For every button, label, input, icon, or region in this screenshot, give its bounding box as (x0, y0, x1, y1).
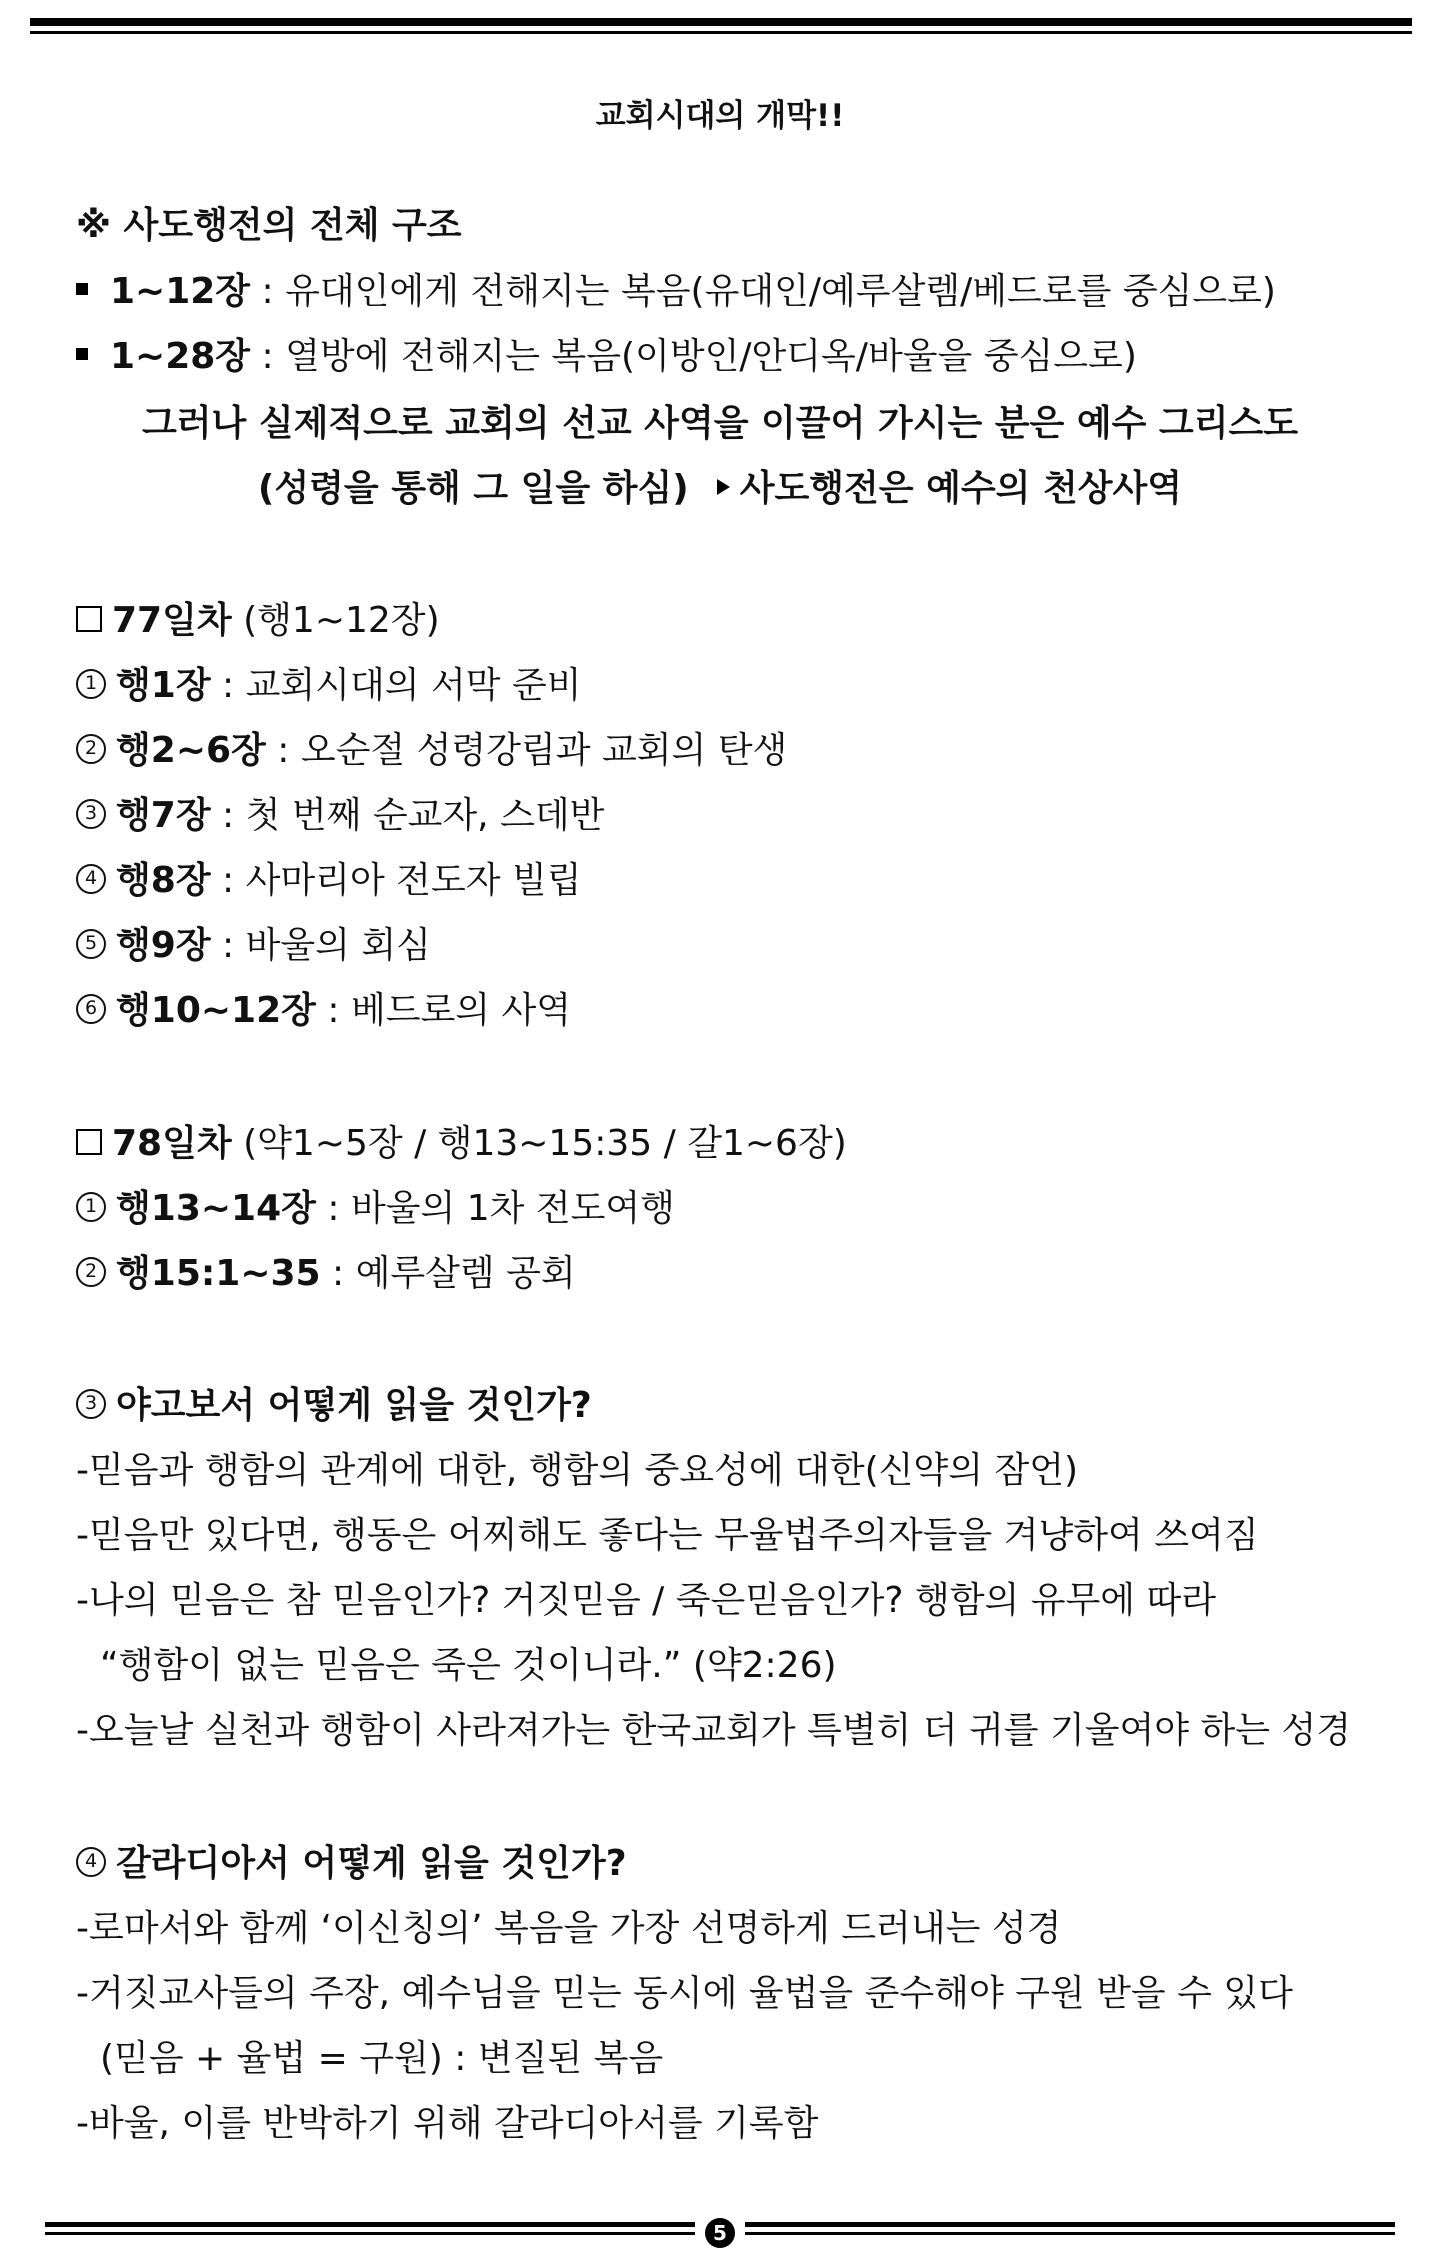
footer-rule-left-thin (45, 2232, 695, 2235)
list-item (76, 662, 582, 710)
james-line: -믿음만 있다면, 행동은 어찌해도 좋다는 무율법주의자들을 겨냥하여 쓰여짐 (76, 1515, 1259, 1556)
james-line: -믿음과 행함의 관계에 대한, 행함의 중요성에 대한(신약의 잠언) (76, 1450, 1079, 1491)
structure-item-label: 1~12장 (110, 271, 251, 312)
day78-label: 78일차 (112, 1123, 232, 1164)
top-rule-thin (30, 31, 1412, 34)
structure-item (76, 268, 1276, 316)
item-text: : 교회시대의 서막 준비 (210, 665, 582, 706)
emphasis-line-2b: 사도행전은 예수의 천상사역 (739, 468, 1183, 509)
galatians-formula: (믿음 + 율법 = 구원) : 변질된 복음 (100, 2038, 664, 2079)
day77-label: 77일차 (112, 600, 232, 641)
james-line: -나의 믿음은 참 믿음인가? 거짓믿음 / 죽은믿음인가? 행함의 유무에 따라 (76, 1580, 1217, 1621)
list-item (76, 1185, 675, 1233)
list-item (76, 987, 571, 1035)
james-line: -오늘날 실천과 행함이 사라져가는 한국교회가 특별히 더 귀를 기울여야 하는 성경 (76, 1710, 1352, 1751)
structure-item-text: : 열방에 전해지는 복음(이방인/안디옥/바울을 중심으로) (250, 336, 1137, 377)
item-text: : 베드로의 사역 (315, 990, 572, 1031)
james-heading (76, 1382, 592, 1430)
checkbox-square-icon (76, 1129, 102, 1155)
item-label: 행8장 (116, 860, 211, 901)
structure-item (76, 333, 1137, 381)
footer-rule-left (45, 2222, 695, 2227)
item-label: 행10~12장 (116, 990, 316, 1031)
item-label: 행13~14장 (116, 1188, 316, 1229)
triangle-right-icon (717, 479, 730, 495)
footer-rule-right (745, 2222, 1395, 2227)
circled-number-icon: 4 (76, 1847, 106, 1877)
list-item (76, 1250, 576, 1298)
list-item (76, 922, 431, 970)
galatians-heading-text: 갈라디아서 어떻게 읽을 것인가? (116, 1843, 627, 1884)
square-bullet-icon (76, 283, 88, 295)
circled-number-icon: 4 (76, 864, 106, 894)
list-item (76, 727, 787, 775)
james-heading-text: 야고보서 어떻게 읽을 것인가? (116, 1385, 592, 1426)
item-text: : 바울의 1차 전도여행 (315, 1188, 675, 1229)
square-bullet-icon (76, 348, 88, 360)
circled-number-icon: 1 (76, 1192, 106, 1222)
emphasis-line-2 (0, 465, 1440, 513)
item-text: : 첫 번째 순교자, 스데반 (210, 795, 605, 836)
list-item (76, 792, 604, 840)
structure-item-label: 1~28장 (110, 336, 251, 377)
item-label: 행7장 (116, 795, 211, 836)
emphasis-line-1: 그러나 실제적으로 교회의 선교 사역을 이끌어 가시는 분은 예수 그리스도 (141, 403, 1299, 444)
item-text: : 예루살렘 공회 (320, 1253, 576, 1294)
page-footer (0, 2218, 1440, 2246)
galatians-line: -로마서와 함께 ‘이신칭의’ 복음을 가장 선명하게 드러내는 성경 (76, 1908, 1062, 1949)
galatians-line: -바울, 이를 반박하기 위해 갈라디아서를 기록함 (76, 2103, 819, 2144)
day77-heading (76, 597, 440, 645)
checkbox-square-icon (76, 606, 102, 632)
item-text: : 사마리아 전도자 빌립 (210, 860, 582, 901)
circled-number-icon: 2 (76, 1257, 106, 1287)
item-text: : 바울의 회심 (210, 925, 431, 966)
circled-number-icon: 1 (76, 669, 106, 699)
circled-number-icon: 3 (76, 799, 106, 829)
circled-number-icon: 2 (76, 734, 106, 764)
circled-number-icon: 5 (76, 929, 106, 959)
day78-heading (76, 1120, 847, 1168)
structure-item-text: : 유대인에게 전해지는 복음(유대인/예루살렘/베드로를 중심으로) (250, 271, 1276, 312)
footer-rule-right-thin (745, 2232, 1395, 2235)
day77-range: (행1~12장) (231, 600, 440, 641)
page-title: 교회시대의 개막!! (595, 98, 845, 134)
item-text: : 오순절 성령강림과 교회의 탄생 (265, 730, 788, 771)
list-item (76, 857, 582, 905)
circled-number-icon: 6 (76, 994, 106, 1024)
structure-heading: ※ 사도행전의 전체 구조 (76, 205, 462, 246)
page-number: 5 (705, 2218, 735, 2248)
galatians-heading (76, 1840, 627, 1888)
item-label: 행15:1~35 (116, 1253, 321, 1294)
item-label: 행1장 (116, 665, 211, 706)
top-rule-thick (30, 18, 1412, 26)
day78-range: (약1~5장 / 행13~15:35 / 갈1~6장) (231, 1123, 847, 1164)
emphasis-line-2a: (성령을 통해 그 일을 하심) (257, 468, 689, 509)
galatians-line: -거짓교사들의 주장, 예수님을 믿는 동시에 율법을 준수해야 구원 받을 수 있다 (76, 1973, 1293, 2014)
item-label: 행2~6장 (116, 730, 266, 771)
circled-number-icon: 3 (76, 1389, 106, 1419)
item-label: 행9장 (116, 925, 211, 966)
james-quote: “행함이 없는 믿음은 죽은 것이니라.” (약2:26) (100, 1645, 837, 1686)
